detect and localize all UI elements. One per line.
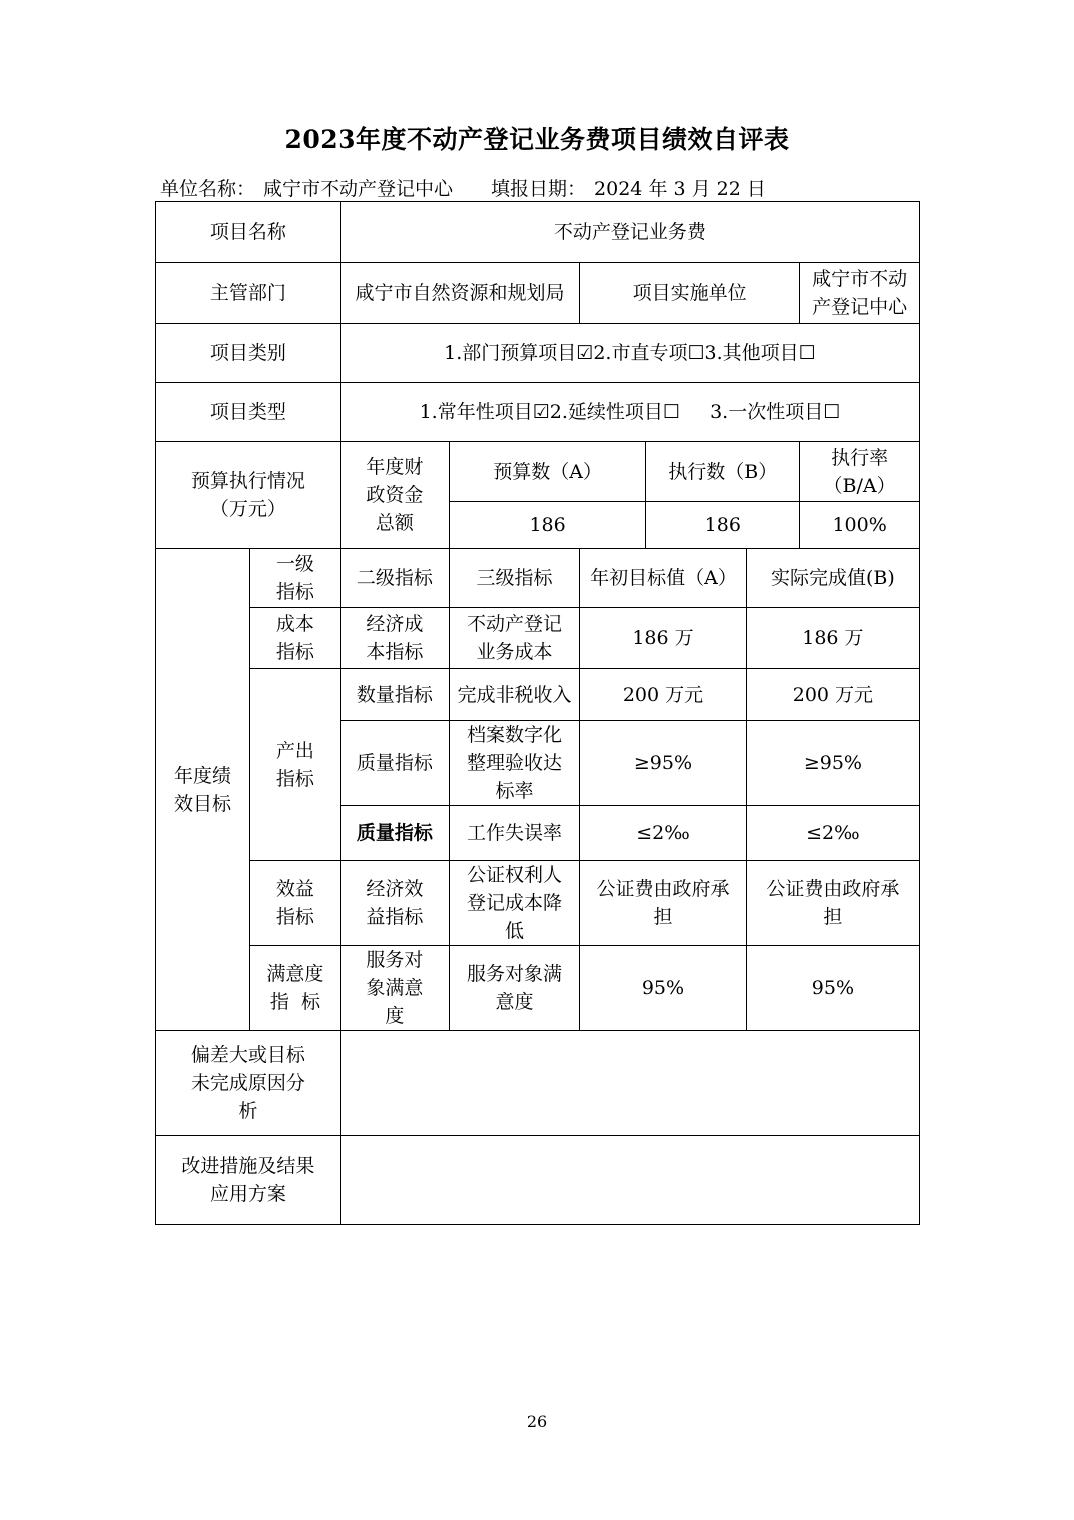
budget-value: 186 — [449, 502, 646, 549]
category-value: 1.部门预算项目☑2.市直专项☐3.其他项目☐ — [340, 324, 919, 383]
output-level2: 质量指标 — [340, 721, 449, 806]
header-level3: 三级指标 — [449, 549, 579, 608]
category-row — [156, 324, 920, 383]
performance-label: 年度绩效目标 — [156, 549, 250, 1031]
project-name-value: 不动产登记业务费 — [340, 202, 919, 263]
budget-sub-label: 年度财政资金总额 — [340, 442, 449, 549]
fill-date-value: 2024 年 3 月 22 日 — [594, 178, 766, 200]
unit-label: 单位名称： — [160, 178, 256, 200]
project-name-row — [156, 202, 920, 263]
deviation-value — [340, 1031, 919, 1136]
cost-level1: 成本指标 — [250, 608, 341, 669]
output-actual: ≤2‰ — [746, 806, 919, 861]
output-actual: ≥95% — [746, 721, 919, 806]
output-level3: 完成非税收入 — [449, 669, 579, 721]
cost-level2: 经济成本指标 — [340, 608, 449, 669]
budget-label: 预算执行情况（万元） — [156, 442, 341, 549]
improvement-value — [340, 1136, 919, 1225]
header-level1: 一级指标 — [250, 549, 341, 608]
header-target: 年初目标值（A） — [580, 549, 747, 608]
category-label: 项目类别 — [156, 324, 341, 383]
satisfaction-target: 95% — [580, 946, 747, 1031]
perf-header-row — [156, 549, 920, 608]
project-name-label: 项目名称 — [156, 202, 341, 263]
benefit-level2: 经济效益指标 — [340, 861, 449, 946]
cost-row — [156, 608, 920, 669]
evaluation-table — [155, 201, 920, 1225]
benefit-target: 公证费由政府承担 — [580, 861, 747, 946]
page-title: 2023年度不动产登记业务费项目绩效自评表 — [284, 125, 790, 154]
output-target: ≤2‰ — [580, 806, 747, 861]
rate-value: 100% — [800, 502, 920, 549]
budget-col-header: 预算数（A） — [449, 442, 646, 502]
unit-value: 咸宁市不动产登记中心 — [263, 178, 454, 200]
improvement-row — [156, 1136, 920, 1225]
department-label: 主管部门 — [156, 263, 341, 324]
satisfaction-level3: 服务对象满意度 — [449, 946, 579, 1031]
fill-date-label: 填报日期： — [491, 178, 587, 200]
rate-col-header: 执行率（B/A） — [800, 442, 920, 502]
output-level2: 质量指标 — [340, 806, 449, 861]
deviation-label: 偏差大或目标未完成原因分析 — [156, 1031, 341, 1136]
output-level2: 数量指标 — [340, 669, 449, 721]
exec-value: 186 — [646, 502, 800, 549]
page-number: 26 — [526, 1412, 548, 1431]
department-value: 咸宁市自然资源和规划局 — [340, 263, 579, 324]
satisfaction-level2: 服务对象满意度 — [340, 946, 449, 1031]
cost-target: 186 万 — [580, 608, 747, 669]
header-actual: 实际完成值(B) — [746, 549, 919, 608]
output-level3: 档案数字化整理验收达标率 — [449, 721, 579, 806]
type-label: 项目类型 — [156, 383, 341, 442]
exec-col-header: 执行数（B） — [646, 442, 800, 502]
output-level3: 工作失误率 — [449, 806, 579, 861]
form-meta — [160, 174, 774, 201]
impl-unit-label: 项目实施单位 — [580, 263, 800, 324]
improvement-label: 改进措施及结果应用方案 — [156, 1136, 341, 1225]
output-actual: 200 万元 — [746, 669, 919, 721]
type-value: 1.常年性项目☑2.延续性项目☐ 3.一次性项目☐ — [340, 383, 919, 442]
impl-unit-value: 咸宁市不动产登记中心 — [800, 263, 920, 324]
cost-actual: 186 万 — [746, 608, 919, 669]
output-target: ≥95% — [580, 721, 747, 806]
benefit-actual: 公证费由政府承担 — [746, 861, 919, 946]
deviation-row — [156, 1031, 920, 1136]
type-row — [156, 383, 920, 442]
benefit-level1: 效益指标 — [250, 861, 341, 946]
satisfaction-actual: 95% — [746, 946, 919, 1031]
benefit-row — [156, 861, 920, 946]
benefit-level3: 公证权利人登记成本降低 — [449, 861, 579, 946]
output-target: 200 万元 — [580, 669, 747, 721]
header-level2: 二级指标 — [340, 549, 449, 608]
budget-header-row — [156, 442, 920, 502]
cost-level3: 不动产登记业务成本 — [449, 608, 579, 669]
satisfaction-row — [156, 946, 920, 1031]
satisfaction-level1: 满意度指 标 — [250, 946, 341, 1031]
department-row — [156, 263, 920, 324]
output-row-1 — [156, 669, 920, 721]
output-level1: 产出指标 — [250, 669, 341, 861]
